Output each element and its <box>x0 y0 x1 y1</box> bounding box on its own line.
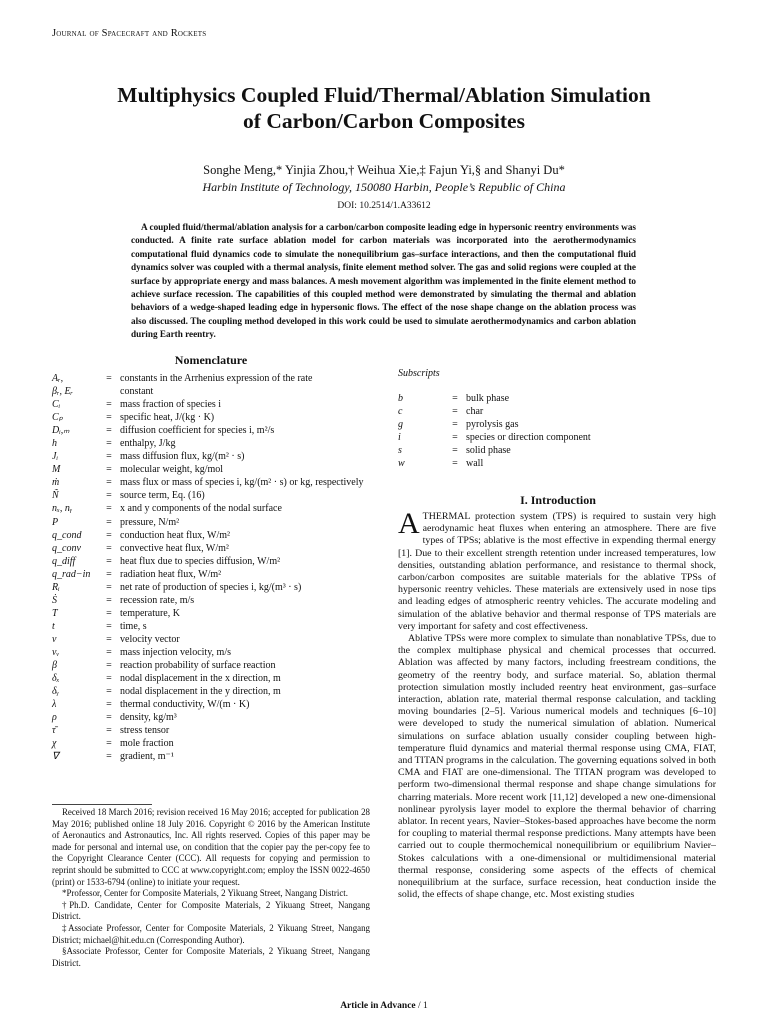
footnote-4: §Associate Professor, Center for Composite Materials, 2 Yikuang Street, Nangang District. <box>52 946 370 968</box>
nomenclature-entry-symbol: Cₚ <box>52 412 63 424</box>
nomenclature-entry-symbol: nₓ, nᵧ <box>52 503 73 515</box>
drop-cap: A <box>398 507 420 540</box>
nomenclature-entry-equals-sign: = <box>106 529 112 541</box>
nomenclature-entry-equals-sign: = <box>106 673 112 685</box>
nomenclature-entry-equals-sign: = <box>106 660 112 672</box>
nomenclature-entry-symbol: Jᵢ <box>52 451 59 463</box>
nomenclature-entry-definition: gradient, m⁻¹ <box>120 751 174 763</box>
subscripts-title: Subscripts <box>398 368 440 379</box>
nomenclature-entry-equals-sign: = <box>106 620 112 632</box>
nomenclature-entry <box>52 542 370 555</box>
nomenclature-entry <box>52 463 370 476</box>
nomenclature-entry <box>52 555 370 568</box>
nomenclature-entry-definition: density, kg/m³ <box>120 712 177 724</box>
nomenclature-entry-symbol: v <box>52 633 57 645</box>
nomenclature-entry-equals-sign: = <box>106 516 112 528</box>
paper-title <box>60 82 708 134</box>
nomenclature-entry <box>52 529 370 542</box>
subscript-entry-equals-sign: = <box>452 419 458 430</box>
nomenclature-entry-definition: net rate of production of species i, kg/(m³ · s) <box>120 581 302 593</box>
nomenclature-entry <box>52 724 370 737</box>
nomenclature-entry-definition: diffusion coefficient for species i, m²/s <box>120 425 275 437</box>
nomenclature-entry-definition: pressure, N/m² <box>120 516 180 528</box>
nomenclature-entry-symbol: t <box>52 620 55 632</box>
intro-paragraph-1-text: THERMAL protection system (TPS) is required to sustain very high aerodynamic heat fluxes when entering an atmosphere. There are five types of TPSs; ablative is the most effective in expending thermal energy [1]. Due to their excellent strength retention under increased temperatures, low densities, outstanding ablation performance, and resistance to thermal shock, carbon/carbon composites are suitable materials for the ablative TPSs of hypersonic reentry vehicles. These materials are extensively used in nose tips and leading edges of atmospheric reentry vehicles. The accurate modeling and simulation of the ablative behavior and thermal response of TPS materials are very important for safety and cost effectiveness. <box>398 511 716 632</box>
nomenclature-entry-symbol: τ̄ <box>52 725 56 737</box>
subscript-entry <box>398 392 718 405</box>
nomenclature-entry <box>52 594 370 607</box>
nomenclature-entry-equals-sign: = <box>106 568 112 580</box>
nomenclature-entry-definition: source term, Eq. (16) <box>120 490 205 502</box>
nomenclature-entry-definition: thermal conductivity, W/(m · K) <box>120 699 250 711</box>
nomenclature-entry-definition: x and y components of the nodal surface <box>120 503 282 515</box>
nomenclature-entry-equals-sign: = <box>106 725 112 737</box>
nomenclature-entry-symbol: ∇ <box>52 751 59 763</box>
nomenclature-entry-symbol: χ <box>52 738 57 750</box>
subscript-entry <box>398 457 718 470</box>
nomenclature-entry <box>52 372 370 385</box>
nomenclature-entry-definition: heat flux due to species diffusion, W/m² <box>120 555 281 567</box>
subscript-entry-definition: species or direction component <box>466 432 591 443</box>
nomenclature-entry <box>52 516 370 529</box>
footnotes <box>52 804 370 969</box>
affiliation: Harbin Institute of Technology, 150080 Harbin, People’s Republic of China <box>202 180 566 194</box>
nomenclature-entry-symbol: q_rad−in <box>52 568 91 580</box>
nomenclature-entry-equals-sign: = <box>106 607 112 619</box>
title-line-2: of Carbon/Carbon Composites <box>243 109 525 133</box>
introduction-heading: I. Introduction <box>520 493 596 507</box>
introduction-body <box>398 507 716 902</box>
nomenclature-entry-definition: mole fraction <box>120 738 174 750</box>
nomenclature-entry-symbol: Ṡ <box>52 594 57 606</box>
subscript-entry-equals-sign: = <box>452 406 458 417</box>
nomenclature-entry-equals-sign: = <box>106 581 112 593</box>
title-line-1: Multiphysics Coupled Fluid/Thermal/Ablation Simulation <box>117 83 651 107</box>
subscript-entry-definition: bulk phase <box>466 393 510 404</box>
subscript-entry-equals-sign: = <box>452 445 458 456</box>
nomenclature-entry-definition: reaction probability of surface reaction <box>120 660 276 672</box>
subscript-entry-symbol: i <box>398 432 401 443</box>
nomenclature-entry-symbol: Aᵣ, <box>52 373 64 384</box>
nomenclature-entry <box>52 424 370 437</box>
nomenclature-entry-definition: nodal displacement in the y direction, m <box>120 686 281 698</box>
subscript-entry-symbol: c <box>398 406 403 417</box>
nomenclature-entry-equals-sign: = <box>106 412 112 424</box>
nomenclature-entry <box>52 698 370 711</box>
page-footer <box>0 1001 768 1011</box>
nomenclature-entry-definition: conduction heat flux, W/m² <box>120 529 231 541</box>
nomenclature-list <box>52 372 370 763</box>
nomenclature-entry <box>52 685 370 698</box>
nomenclature-entry-equals-sign: = <box>106 490 112 502</box>
nomenclature-entry-definition: mass flux or mass of species i, kg/(m² · s) or kg, respectively <box>120 477 364 489</box>
footnote-2: †Ph.D. Candidate, Center for Composite Materials, 2 Yikuang Street, Nangang District. <box>52 899 370 922</box>
footer-separator: / <box>418 1001 421 1011</box>
page-number: 1 <box>423 1001 428 1011</box>
nomenclature-entry-equals-sign: = <box>106 594 112 606</box>
nomenclature-entry <box>52 750 370 763</box>
nomenclature-entry-definition: constants in the Arrhenius expression of the rate <box>120 373 313 384</box>
nomenclature-entry-equals-sign: = <box>106 425 112 437</box>
nomenclature-title: Nomenclature <box>174 353 248 367</box>
subscript-entry-definition: solid phase <box>466 445 511 456</box>
abstract: A coupled fluid/thermal/ablation analysis for a carbon/carbon composite leading edge in hypersonic reentry environments was conducted. A finite rate surface ablation model for carbon materials was incorporated into the aerothermodynamics computational fluid dynamics code to simulate the nonequilibrium gas–surface interactions, and then the computational fluid dynamics solver was coupled with a thermal analysis, finite element method solver. The gas and solid regions were coupled at the surface by appropriate energy and mass balances. A mesh movement algorithm was implemented in the finite element method to achieve surface recession. The capabilities of this coupled method were demonstrated by simulating the thermal and ablation behaviors of a wedge-shaped leading edge in hypersonic flows. The effect of the nose shape change on the ablation process was also discussed. The coupling method developed in this work could be used to simulate aerothermodynamics and carbon ablation during Earth reentry. <box>131 222 636 340</box>
nomenclature-entry <box>52 711 370 724</box>
nomenclature-entry <box>52 398 370 411</box>
subscript-entry-definition: wall <box>466 458 484 469</box>
nomenclature-entry-equals-sign: = <box>106 646 112 658</box>
authors: Songhe Meng,* Yinjia Zhou,† Weihua Xie,‡ Fajun Yi,§ and Shanyi Du* <box>203 163 565 177</box>
nomenclature-entry <box>52 581 370 594</box>
subscript-entry <box>398 444 718 457</box>
nomenclature-entry-definition: radiation heat flux, W/m² <box>120 568 222 580</box>
intro-paragraph-2: Ablative TPSs were more complex to simulate than nonablative TPSs, due to the complex multiphase physical and chemical processes that occurred. Ablation was affected by many factors, including freestream conditions, the geometry of the reentry body, and surface material. So, ablation thermal protection simulation mostly included reentry heat environment, gas–surface interaction, ablation rate, material thermal response calculation, and tackling moving boundaries [2–5]. Various numerical models and techniques [6–10] were developed to study the numerical simulation of ablation. Numerical simulations on surface ablation usually consider coupling between high-temperature fluid dynamics and material thermal response using CMA, FIAT, and TITAN programs in the calculation. The governing equations solved in both CMA and FIAT are one-dimensional. The TITAN program was developed to perform two-dimensional thermal response and shape change simulations for charring materials. More recent work [11,12] developed a new one-dimensional nonlinear pyrolysis layer model to explore the thermal behavior of charring ablator. In recent years, Navier–Stokes-based approaches have become the norm for coupling to material thermal response predictions. Many attempts have been carried out to couple thermochemical nonequilibrium or equilibrium Navier–Stokes calculations with a one-dimensional or multidimensional material thermal response, considering some aspects of the effects of chemical nonequilibrium at the surface, surface recession, heat conduction inside the solid, the effects of shape change, etc. Most existing studies <box>398 633 716 901</box>
nomenclature-entry-symbol: βᵣ, Eᵣ <box>52 386 74 398</box>
nomenclature-entry-symbol: vᵥ <box>52 646 60 658</box>
nomenclature-entry-definition: mass diffusion flux, kg/(m² · s) <box>120 451 245 463</box>
nomenclature-entry <box>52 646 370 659</box>
nomenclature-entry-definition: mass fraction of species i <box>120 399 222 411</box>
doi-link[interactable]: DOI: 10.2514/1.A33612 <box>337 201 431 211</box>
journal-name: Journal of Spacecraft and Rockets <box>52 28 207 39</box>
nomenclature-entry-equals-sign: = <box>106 633 112 645</box>
nomenclature-entry-symbol: h <box>52 438 57 450</box>
nomenclature-entry-symbol: q_diff <box>52 555 76 567</box>
nomenclature-entry-definition: nodal displacement in the x direction, m <box>120 673 281 685</box>
footnote-1: *Professor, Center for Composite Materials, 2 Yikuang Street, Nangang District. <box>62 888 348 899</box>
subscript-entry-symbol: b <box>398 393 403 404</box>
nomenclature-entry-equals-sign: = <box>106 477 112 489</box>
nomenclature-entry <box>52 437 370 450</box>
nomenclature-entry-definition: specific heat, J/(kg · K) <box>120 412 215 424</box>
nomenclature-entry-symbol: λ <box>52 699 57 711</box>
subscript-entry-equals-sign: = <box>452 458 458 469</box>
subscript-entry-equals-sign: = <box>452 393 458 404</box>
subscripts-list <box>398 392 718 470</box>
nomenclature-entry <box>52 672 370 685</box>
nomenclature-entry-equals-sign: = <box>106 399 112 411</box>
subscript-entry-definition: char <box>466 406 484 417</box>
nomenclature-entry-symbol: M <box>52 464 61 476</box>
nomenclature-entry-equals-sign: = <box>106 503 112 515</box>
nomenclature-entry-symbol: ṁ <box>52 477 60 489</box>
nomenclature-entry <box>52 659 370 672</box>
nomenclature-entry-symbol: β <box>52 660 57 672</box>
subscript-entry-symbol: g <box>398 419 403 430</box>
nomenclature-entry-symbol: ρ <box>52 712 57 724</box>
nomenclature-entry-definition: mass injection velocity, m/s <box>120 646 232 658</box>
nomenclature-entry-definition: convective heat flux, W/m² <box>120 542 229 554</box>
nomenclature-entry-symbol: q_conv <box>52 542 81 554</box>
nomenclature-entry-symbol: δᵧ <box>52 686 59 698</box>
intro-paragraph-1 <box>398 507 716 633</box>
nomenclature-entry-equals-sign: = <box>106 555 112 567</box>
subscript-entry <box>398 418 718 431</box>
nomenclature-entry-symbol: δₓ <box>52 673 60 685</box>
nomenclature-entry-symbol: q_cond <box>52 529 82 541</box>
nomenclature-entry-equals-sign: = <box>106 438 112 450</box>
nomenclature-entry-symbol: Rᵢ <box>52 581 60 593</box>
nomenclature-entry-equals-sign: = <box>106 464 112 476</box>
nomenclature-entry-equals-sign: = <box>106 451 112 463</box>
nomenclature-entry-symbol: Dᵢ,ₘ <box>52 425 70 437</box>
nomenclature-entry <box>52 633 370 646</box>
subscript-entry-symbol: s <box>398 445 402 456</box>
subscript-entry-equals-sign: = <box>452 432 458 443</box>
nomenclature-entry <box>52 385 370 398</box>
nomenclature-entry-definition: enthalpy, J/kg <box>120 438 176 450</box>
nomenclature-entry-definition: temperature, K <box>120 607 180 619</box>
nomenclature-entry <box>52 620 370 633</box>
nomenclature-entry-equals-sign: = <box>106 712 112 724</box>
nomenclature-entry-symbol: T <box>52 607 58 619</box>
nomenclature-entry-symbol: Cᵢ <box>52 399 61 411</box>
nomenclature-entry-definition: molecular weight, kg/mol <box>120 464 224 476</box>
nomenclature-entry-definition: velocity vector <box>120 633 180 645</box>
nomenclature-entry-definition: constant <box>120 386 154 398</box>
nomenclature-entry-equals-sign: = <box>106 751 112 763</box>
nomenclature-entry-equals-sign: = <box>106 542 112 554</box>
subscript-entry-definition: pyrolysis gas <box>466 419 519 430</box>
nomenclature-entry <box>52 476 370 489</box>
nomenclature-entry <box>52 737 370 750</box>
nomenclature-entry-definition: recession rate, m/s <box>120 594 195 606</box>
subscript-entry-symbol: w <box>398 458 405 469</box>
nomenclature-entry-definition: time, s <box>120 620 147 632</box>
footnote-3: ‡Associate Professor, Center for Composite Materials, 2 Yikuang Street, Nangang District; michael@hit.edu.cn (Corresponding Author). <box>52 922 370 945</box>
nomenclature-entry <box>52 502 370 515</box>
nomenclature-entry-equals-sign: = <box>106 699 112 711</box>
nomenclature-entry <box>52 450 370 463</box>
footnote-rule <box>52 804 152 805</box>
nomenclature-entry-definition: stress tensor <box>120 725 170 737</box>
nomenclature-entry <box>52 568 370 581</box>
footer-label: Article in Advance <box>340 1001 416 1011</box>
nomenclature-entry <box>52 607 370 620</box>
nomenclature-entry <box>52 489 370 502</box>
nomenclature-entry-equals-sign: = <box>106 373 112 384</box>
nomenclature-entry <box>52 411 370 424</box>
nomenclature-entry-symbol: P <box>52 516 59 528</box>
received-note: Received 18 March 2016; revision received 16 May 2016; accepted for publication 28 May 2016; published online 18 July 2016. Copyright © 2016 by the American Institute of Aeronautics and Astronautics, Inc. All rights reserved. Copies of this paper may be made for personal and internal use, on condition that the copier pay the per-copy fee to the Copyright Clearance Center (CCC). All requests for copying and permission to reprint should be submitted to CCC at www.copyright.com; employ the ISSN 0022-4650 (print) or 1533-6794 (online) to initiate your request. <box>52 807 370 887</box>
nomenclature-entry-symbol: Ñ <box>52 490 59 502</box>
subscript-entry <box>398 431 718 444</box>
nomenclature-entry-equals-sign <box>98 385 120 398</box>
nomenclature-entry-equals-sign: = <box>106 686 112 698</box>
subscript-entry <box>398 405 718 418</box>
nomenclature-entry-equals-sign: = <box>106 738 112 750</box>
